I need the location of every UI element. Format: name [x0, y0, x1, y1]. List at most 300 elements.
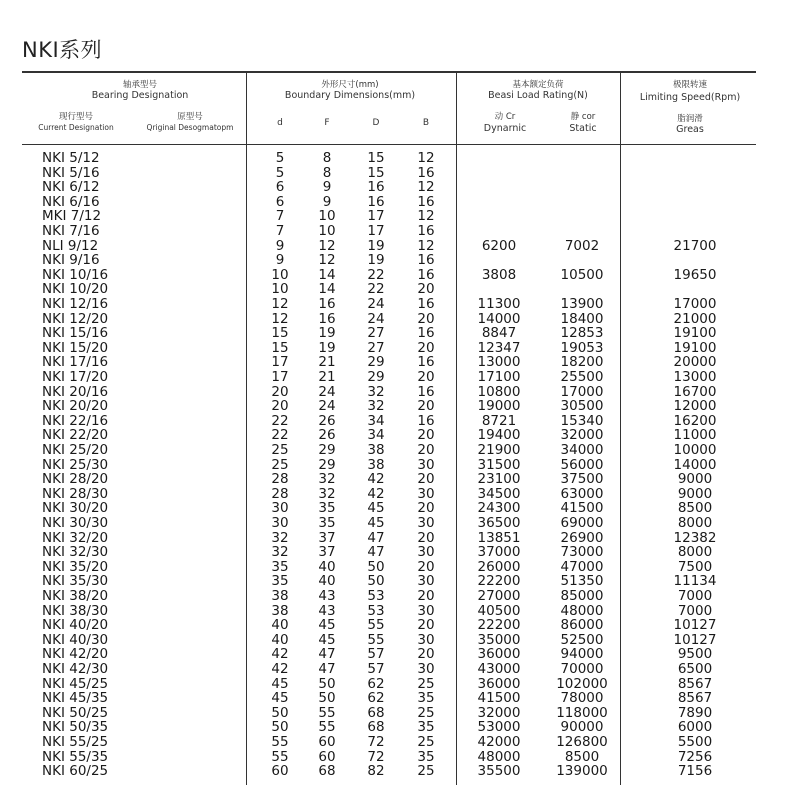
width-b-cell: 16 — [417, 164, 435, 181]
raceway-f-cell: 37 — [318, 544, 336, 561]
width-b-cell: 30 — [417, 456, 435, 473]
table-row — [0, 706, 794, 721]
bore-d-cell: 12 — [271, 296, 289, 312]
grease-speed-cell: 16200 — [673, 412, 717, 429]
static-load-cell: 8500 — [564, 748, 600, 765]
bearing-code-cell: NKI 55/35 — [42, 748, 109, 765]
dynamic-load-cell: 48000 — [477, 748, 521, 765]
width-b-cell: 20 — [417, 471, 435, 488]
dynamic-load-cell: 19400 — [477, 427, 521, 444]
bore-d-cell: 20 — [271, 398, 289, 415]
dynamic-load-cell: 13000 — [477, 354, 521, 371]
bore-d-cell: 32 — [271, 529, 289, 546]
table-row — [0, 487, 794, 502]
static-load-cell: 48000 — [560, 602, 604, 619]
table-row — [0, 414, 794, 429]
raceway-f-cell: 32 — [318, 485, 336, 502]
dynamic-load-cell: 23100 — [477, 471, 521, 488]
grease-speed-cell: 20000 — [673, 354, 717, 371]
raceway-f-cell: 16 — [318, 310, 336, 327]
raceway-f-cell: 8 — [322, 164, 332, 181]
bore-d-cell: 38 — [271, 588, 289, 604]
outer-D-cell: 68 — [367, 704, 385, 721]
raceway-f-cell: 47 — [318, 661, 336, 677]
table-row — [0, 589, 794, 604]
bearing-code-cell: NKI 10/20 — [42, 281, 109, 298]
table-row — [0, 677, 794, 692]
grease-speed-cell: 8500 — [677, 500, 713, 517]
grease-speed-cell: 19100 — [673, 325, 717, 342]
bore-d-cell: 7 — [275, 223, 285, 239]
width-b-cell: 12 — [417, 150, 435, 166]
bearing-code-cell: NKI 40/20 — [42, 617, 109, 634]
table-row — [0, 720, 794, 735]
raceway-f-cell: 35 — [318, 515, 336, 531]
static-load-cell: 18400 — [560, 310, 604, 327]
bore-d-cell: 20 — [271, 383, 289, 400]
table-row — [0, 443, 794, 458]
bearing-code-cell: NKI 7/16 — [42, 223, 100, 239]
table-row — [0, 662, 794, 677]
outer-D-cell: 53 — [367, 588, 385, 604]
bearing-code-cell: NKI 25/20 — [42, 442, 109, 458]
static-load-cell: 17000 — [560, 383, 604, 400]
table-row — [0, 297, 794, 312]
outer-D-cell: 42 — [367, 485, 385, 502]
bearing-code-cell: NKI 17/20 — [42, 369, 109, 385]
table-row — [0, 399, 794, 414]
bore-d-cell: 30 — [271, 500, 289, 517]
bearing-code-cell: NKI 15/16 — [42, 325, 109, 342]
bore-d-cell: 15 — [271, 339, 289, 356]
static-load-cell: 69000 — [560, 515, 604, 531]
static-load-cell: 126800 — [556, 734, 608, 750]
raceway-f-cell: 24 — [318, 398, 336, 415]
bore-d-cell: 10 — [271, 281, 289, 298]
grease-speed-cell: 12000 — [673, 398, 717, 415]
raceway-f-cell: 29 — [318, 442, 336, 458]
raceway-f-cell: 55 — [318, 704, 336, 721]
raceway-f-cell: 12 — [318, 252, 336, 269]
bearing-code-cell: NKI 38/30 — [42, 602, 109, 619]
dynamic-load-cell: 32000 — [477, 704, 521, 721]
width-b-cell: 25 — [417, 675, 435, 692]
bearing-code-cell: NKI 20/16 — [42, 383, 109, 400]
dynamic-load-cell: 35500 — [477, 763, 521, 780]
static-load-cell: 10500 — [560, 266, 604, 283]
raceway-f-cell: 50 — [318, 675, 336, 692]
bore-d-cell: 30 — [271, 515, 289, 531]
outer-D-cell: 50 — [367, 558, 385, 575]
raceway-f-cell: 26 — [318, 427, 336, 444]
static-load-cell: 63000 — [560, 485, 604, 502]
header-designation-en: Bearing Designation — [91, 90, 189, 101]
bearing-code-cell: NKI 22/20 — [42, 427, 109, 444]
table-row — [0, 633, 794, 648]
width-b-cell: 20 — [417, 427, 435, 444]
header-col-f: F — [324, 118, 330, 128]
outer-D-cell: 50 — [367, 573, 385, 590]
table-row — [0, 604, 794, 619]
bearing-code-cell: NLI 9/12 — [42, 237, 99, 254]
outer-D-cell: 17 — [367, 208, 385, 225]
static-load-cell: 13900 — [560, 296, 604, 312]
outer-D-cell: 47 — [367, 529, 385, 546]
table-row — [0, 647, 794, 662]
bore-d-cell: 28 — [271, 471, 289, 488]
width-b-cell: 30 — [417, 485, 435, 502]
bearing-code-cell: NKI 6/12 — [42, 179, 100, 196]
table-row — [0, 501, 794, 516]
table-row — [0, 326, 794, 341]
page-title: NKI系列 — [22, 38, 103, 62]
raceway-f-cell: 50 — [318, 690, 336, 707]
table-row — [0, 385, 794, 400]
table-row — [0, 750, 794, 765]
bore-d-cell: 9 — [275, 252, 285, 269]
table-row — [0, 545, 794, 560]
table-row — [0, 312, 794, 327]
bearing-code-cell: NKI 20/20 — [42, 398, 109, 415]
outer-D-cell: 57 — [367, 646, 385, 663]
bearing-code-cell: NKI 17/16 — [42, 354, 109, 371]
dynamic-load-cell: 41500 — [477, 690, 521, 707]
width-b-cell: 20 — [417, 588, 435, 604]
dynamic-load-cell: 36000 — [477, 646, 521, 663]
bore-d-cell: 42 — [271, 661, 289, 677]
width-b-cell: 12 — [417, 179, 435, 196]
static-load-cell: 34000 — [560, 442, 604, 458]
bearing-code-cell: NKI 55/25 — [42, 734, 109, 750]
grease-speed-cell: 19100 — [673, 339, 717, 356]
raceway-f-cell: 26 — [318, 412, 336, 429]
table-row — [0, 180, 794, 195]
bore-d-cell: 45 — [271, 675, 289, 692]
header-current-cn: 现行型号 — [58, 112, 93, 122]
outer-D-cell: 47 — [367, 544, 385, 561]
bore-d-cell: 5 — [275, 164, 285, 181]
grease-speed-cell: 21000 — [673, 310, 717, 327]
raceway-f-cell: 21 — [318, 354, 336, 371]
table-row — [0, 472, 794, 487]
grease-speed-cell: 10127 — [673, 631, 717, 648]
bearing-code-cell: NKI 42/20 — [42, 646, 109, 663]
raceway-f-cell: 9 — [322, 193, 332, 210]
dynamic-load-cell: 14000 — [477, 310, 521, 327]
dynamic-load-cell: 8721 — [481, 412, 517, 429]
raceway-f-cell: 10 — [318, 223, 336, 239]
width-b-cell: 30 — [417, 515, 435, 531]
raceway-f-cell: 40 — [318, 573, 336, 590]
header-grease-en: Greas — [676, 124, 704, 135]
bore-d-cell: 15 — [271, 325, 289, 342]
outer-D-cell: 32 — [367, 398, 385, 415]
bore-d-cell: 9 — [275, 237, 285, 254]
width-b-cell: 25 — [417, 704, 435, 721]
static-load-cell: 78000 — [560, 690, 604, 707]
header-grease-cn: 脂润滑 — [677, 114, 703, 124]
dynamic-load-cell: 19000 — [477, 398, 521, 415]
grease-speed-cell: 6500 — [677, 661, 713, 677]
grease-speed-cell: 9500 — [677, 646, 713, 663]
grease-speed-cell: 8000 — [677, 544, 713, 561]
dynamic-load-cell: 34500 — [477, 485, 521, 502]
table-row — [0, 341, 794, 356]
grease-speed-cell: 12382 — [673, 529, 717, 546]
dynamic-load-cell: 36500 — [477, 515, 521, 531]
width-b-cell: 35 — [417, 719, 435, 736]
width-b-cell: 20 — [417, 617, 435, 634]
width-b-cell: 16 — [417, 296, 435, 312]
dynamic-load-cell: 27000 — [477, 588, 521, 604]
bearing-code-cell: NKI 30/20 — [42, 500, 109, 517]
outer-D-cell: 55 — [367, 631, 385, 648]
table-row — [0, 151, 794, 166]
outer-D-cell: 45 — [367, 515, 385, 531]
bearing-code-cell: MKI 7/12 — [42, 208, 102, 225]
outer-D-cell: 62 — [367, 675, 385, 692]
raceway-f-cell: 21 — [318, 369, 336, 385]
raceway-f-cell: 19 — [318, 325, 336, 342]
static-load-cell: 41500 — [560, 500, 604, 517]
width-b-cell: 12 — [417, 237, 435, 254]
outer-D-cell: 16 — [367, 179, 385, 196]
outer-D-cell: 19 — [367, 252, 385, 269]
grease-speed-cell: 6000 — [677, 719, 713, 736]
header-current-en: Current Designation — [38, 123, 114, 132]
raceway-f-cell: 45 — [318, 631, 336, 648]
bore-d-cell: 5 — [275, 150, 285, 166]
static-load-cell: 7002 — [564, 237, 600, 254]
static-load-cell: 85000 — [560, 588, 604, 604]
outer-D-cell: 38 — [367, 442, 385, 458]
outer-D-cell: 82 — [367, 763, 385, 780]
width-b-cell: 16 — [417, 252, 435, 269]
table-row — [0, 209, 794, 224]
table-row — [0, 428, 794, 443]
bearing-code-cell: NKI 12/16 — [42, 296, 109, 312]
width-b-cell: 20 — [417, 442, 435, 458]
bore-d-cell: 10 — [271, 266, 289, 283]
table-row — [0, 458, 794, 473]
header-col-D: D — [372, 118, 380, 128]
table-row — [0, 764, 794, 779]
outer-D-cell: 57 — [367, 661, 385, 677]
width-b-cell: 25 — [417, 763, 435, 780]
bore-d-cell: 45 — [271, 690, 289, 707]
bore-d-cell: 42 — [271, 646, 289, 663]
width-b-cell: 16 — [417, 193, 435, 210]
static-load-cell: 73000 — [560, 544, 604, 561]
static-load-cell: 18200 — [560, 354, 604, 371]
width-b-cell: 20 — [417, 310, 435, 327]
outer-D-cell: 24 — [367, 310, 385, 327]
bearing-code-cell: NKI 38/20 — [42, 588, 109, 604]
grease-speed-cell: 7000 — [677, 588, 713, 604]
static-load-cell: 52500 — [560, 631, 604, 648]
dynamic-load-cell: 10800 — [477, 383, 521, 400]
bore-d-cell: 40 — [271, 617, 289, 634]
dynamic-load-cell: 22200 — [477, 617, 521, 634]
outer-D-cell: 16 — [367, 193, 385, 210]
grease-speed-cell: 10127 — [673, 617, 717, 634]
outer-D-cell: 34 — [367, 427, 385, 444]
header-speed-en: Limiting Speed(Rpm) — [639, 92, 741, 103]
bearing-code-cell: NKI 9/16 — [42, 252, 100, 269]
table-row — [0, 560, 794, 575]
dynamic-load-cell: 12347 — [477, 339, 521, 356]
grease-speed-cell: 14000 — [673, 456, 717, 473]
bore-d-cell: 7 — [275, 208, 285, 225]
raceway-f-cell: 47 — [318, 646, 336, 663]
bore-d-cell: 22 — [271, 427, 289, 444]
outer-D-cell: 72 — [367, 748, 385, 765]
dynamic-load-cell: 40500 — [477, 602, 521, 619]
outer-D-cell: 24 — [367, 296, 385, 312]
static-load-cell: 51350 — [560, 573, 604, 590]
dynamic-load-cell: 21900 — [477, 442, 521, 458]
dynamic-load-cell: 42000 — [477, 734, 521, 750]
width-b-cell: 20 — [417, 369, 435, 385]
width-b-cell: 16 — [417, 266, 435, 283]
width-b-cell: 20 — [417, 281, 435, 298]
width-b-cell: 30 — [417, 602, 435, 619]
table-row — [0, 239, 794, 254]
static-load-cell: 19053 — [560, 339, 604, 356]
static-load-cell: 102000 — [556, 675, 608, 692]
raceway-f-cell: 24 — [318, 383, 336, 400]
static-load-cell: 90000 — [560, 719, 604, 736]
width-b-cell: 30 — [417, 573, 435, 590]
width-b-cell: 16 — [417, 223, 435, 239]
bearing-code-cell: NKI 5/16 — [42, 164, 100, 181]
raceway-f-cell: 19 — [318, 339, 336, 356]
grease-speed-cell: 11000 — [673, 427, 717, 444]
outer-D-cell: 62 — [367, 690, 385, 707]
bore-d-cell: 17 — [271, 369, 289, 385]
grease-speed-cell: 7156 — [677, 763, 713, 780]
bore-d-cell: 50 — [271, 704, 289, 721]
static-load-cell: 118000 — [556, 704, 608, 721]
static-load-cell: 56000 — [560, 456, 604, 473]
dynamic-load-cell: 11300 — [477, 296, 521, 312]
bearing-code-cell: NKI 35/20 — [42, 558, 109, 575]
static-load-cell: 139000 — [556, 763, 608, 780]
outer-D-cell: 22 — [367, 281, 385, 298]
bearing-code-cell: NKI 28/30 — [42, 485, 109, 502]
outer-D-cell: 22 — [367, 266, 385, 283]
grease-speed-cell: 17000 — [673, 296, 717, 312]
width-b-cell: 12 — [417, 208, 435, 225]
header-dynamic-cn: 动 Cr — [494, 112, 516, 122]
header-col-d: d — [277, 118, 283, 128]
dynamic-load-cell: 36000 — [477, 675, 521, 692]
width-b-cell: 25 — [417, 734, 435, 750]
bore-d-cell: 28 — [271, 485, 289, 502]
dynamic-load-cell: 53000 — [477, 719, 521, 736]
bearing-code-cell: NKI 5/12 — [42, 150, 100, 166]
static-load-cell: 47000 — [560, 558, 604, 575]
bearing-code-cell: NKI 45/35 — [42, 690, 109, 707]
bearing-code-cell: NKI 32/20 — [42, 529, 109, 546]
outer-D-cell: 27 — [367, 325, 385, 342]
header-dimensions-cn: 外形尺寸(mm) — [321, 80, 379, 90]
bearing-code-cell: NKI 6/16 — [42, 193, 100, 210]
table-row — [0, 355, 794, 370]
raceway-f-cell: 37 — [318, 529, 336, 546]
bearing-code-cell: NKI 60/25 — [42, 763, 109, 780]
header-load-cn: 基本额定负荷 — [512, 80, 564, 90]
bore-d-cell: 60 — [271, 763, 289, 780]
outer-D-cell: 38 — [367, 456, 385, 473]
outer-D-cell: 19 — [367, 237, 385, 254]
bore-d-cell: 17 — [271, 354, 289, 371]
table-row — [0, 618, 794, 633]
bore-d-cell: 25 — [271, 456, 289, 473]
dynamic-load-cell: 3808 — [481, 266, 517, 283]
raceway-f-cell: 10 — [318, 208, 336, 225]
raceway-f-cell: 14 — [318, 281, 336, 298]
width-b-cell: 16 — [417, 354, 435, 371]
table-row — [0, 166, 794, 181]
raceway-f-cell: 9 — [322, 179, 332, 196]
raceway-f-cell: 35 — [318, 500, 336, 517]
bore-d-cell: 35 — [271, 573, 289, 590]
static-load-cell: 70000 — [560, 661, 604, 677]
static-load-cell: 86000 — [560, 617, 604, 634]
width-b-cell: 20 — [417, 529, 435, 546]
static-load-cell: 32000 — [560, 427, 604, 444]
table-row — [0, 531, 794, 546]
width-b-cell: 30 — [417, 661, 435, 677]
bore-d-cell: 25 — [271, 442, 289, 458]
dynamic-load-cell: 37000 — [477, 544, 521, 561]
width-b-cell: 20 — [417, 339, 435, 356]
bearing-code-cell: NKI 40/30 — [42, 631, 109, 648]
bearing-code-cell: NKI 50/35 — [42, 719, 109, 736]
outer-D-cell: 55 — [367, 617, 385, 634]
header-designation-cn: 轴承型号 — [122, 80, 157, 90]
width-b-cell: 20 — [417, 558, 435, 575]
header-dimensions-en: Boundary Dimensions(mm) — [284, 90, 416, 101]
bore-d-cell: 35 — [271, 558, 289, 575]
static-load-cell: 25500 — [560, 369, 604, 385]
outer-D-cell: 15 — [367, 164, 385, 181]
grease-speed-cell: 7500 — [677, 558, 713, 575]
outer-D-cell: 32 — [367, 383, 385, 400]
width-b-cell: 20 — [417, 500, 435, 517]
raceway-f-cell: 43 — [318, 588, 336, 604]
outer-D-cell: 34 — [367, 412, 385, 429]
raceway-f-cell: 43 — [318, 602, 336, 619]
raceway-f-cell: 12 — [318, 237, 336, 254]
bore-d-cell: 50 — [271, 719, 289, 736]
bearing-code-cell: NKI 50/25 — [42, 704, 109, 721]
bore-d-cell: 55 — [271, 734, 289, 750]
dynamic-load-cell: 17100 — [477, 369, 521, 385]
bearing-code-cell: NKI 22/16 — [42, 412, 109, 429]
width-b-cell: 30 — [417, 631, 435, 648]
dynamic-load-cell: 13851 — [477, 529, 521, 546]
bore-d-cell: 38 — [271, 602, 289, 619]
bearing-code-cell: NKI 30/30 — [42, 515, 109, 531]
grease-speed-cell: 16700 — [673, 383, 717, 400]
header-static-cn: 静 cor — [570, 112, 596, 122]
outer-D-cell: 68 — [367, 719, 385, 736]
bearing-code-cell: NKI 15/20 — [42, 339, 109, 356]
header-col-b: B — [422, 118, 430, 128]
header-load-en: Beasi Load Rating(N) — [488, 90, 588, 101]
